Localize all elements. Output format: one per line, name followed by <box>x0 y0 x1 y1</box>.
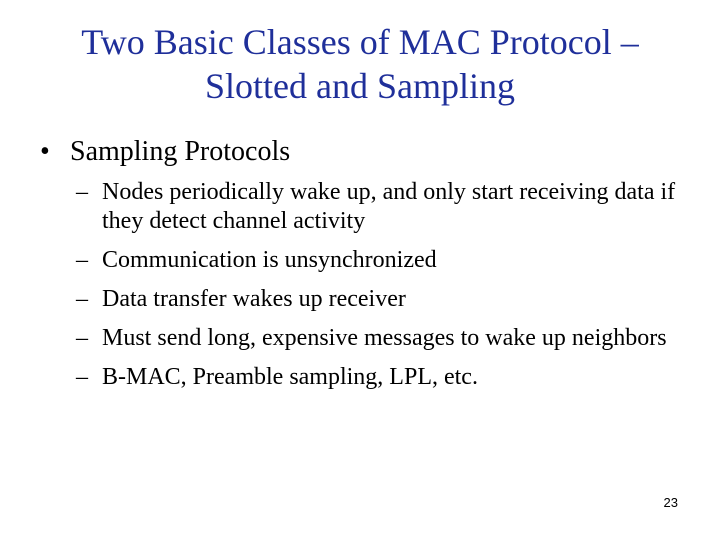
dash-icon: – <box>76 325 88 351</box>
dash-icon: – <box>76 179 88 205</box>
dash-icon: – <box>76 247 88 273</box>
slide-title-line-2: Slotted and Sampling <box>205 66 515 106</box>
sub-bullet-item <box>76 363 680 392</box>
sub-bullet-text: Must send long, expensive messages to wake up neighbors <box>102 325 667 351</box>
sub-bullet-text: Nodes periodically wake up, and only start receiving data if they detect channel activity <box>102 179 676 234</box>
dash-icon: – <box>76 286 88 312</box>
bullet-dot-icon: • <box>40 136 50 167</box>
sub-bullet-item <box>76 178 680 236</box>
page-number: 23 <box>663 495 678 510</box>
sub-bullet-item <box>76 246 680 275</box>
sub-bullet-text: B-MAC, Preamble sampling, LPL, etc. <box>102 364 478 390</box>
slide-title-line-1: Two Basic Classes of MAC Protocol – <box>81 22 639 62</box>
sub-bullet-text: Communication is unsynchronized <box>102 247 437 273</box>
sub-bullet-list <box>76 178 680 392</box>
sub-bullet-text: Data transfer wakes up receiver <box>102 286 406 312</box>
sub-bullet-item <box>76 324 680 353</box>
sub-bullet-item <box>76 285 680 314</box>
dash-icon: – <box>76 364 88 390</box>
slide-title <box>30 20 690 108</box>
slide-content <box>40 134 680 402</box>
main-bullet-text: Sampling Protocols <box>70 136 291 167</box>
main-bullet <box>40 134 680 170</box>
